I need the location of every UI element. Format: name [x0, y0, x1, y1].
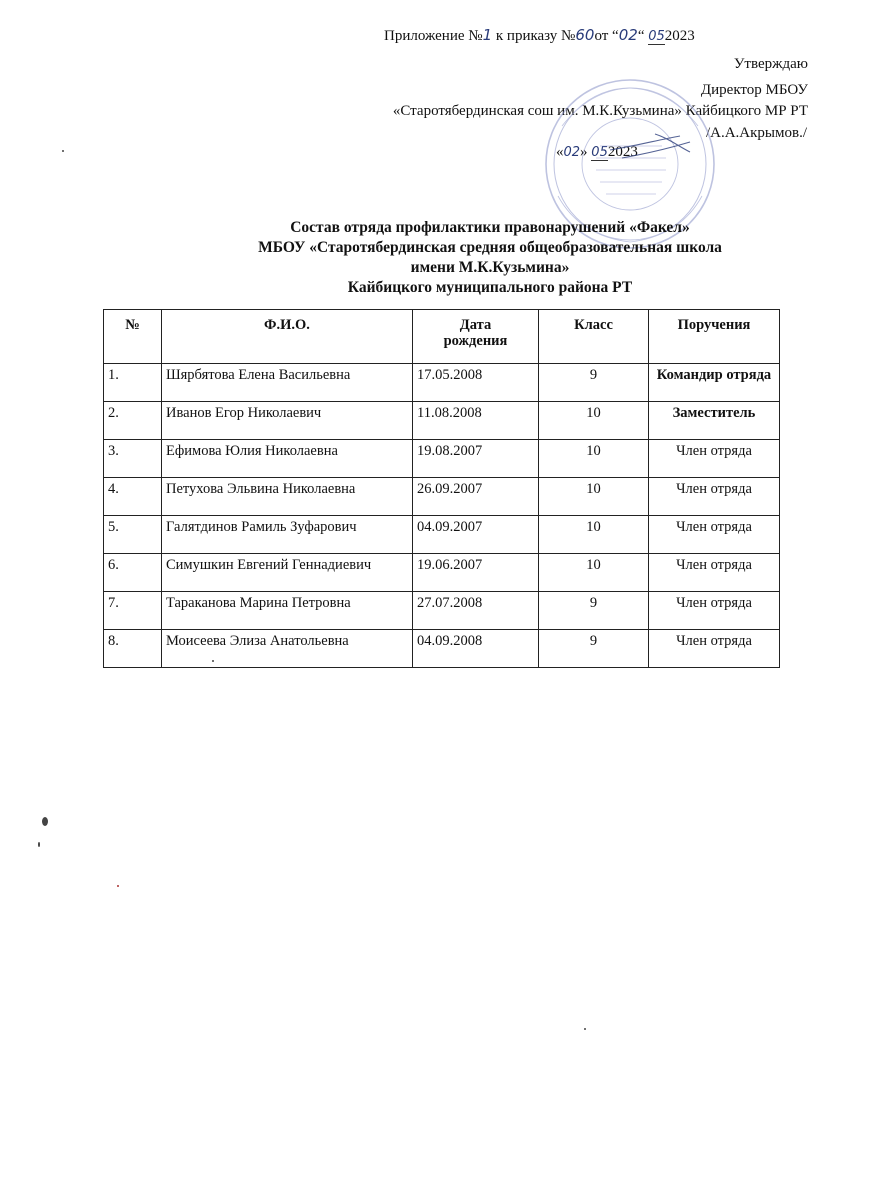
table-body: [104, 364, 780, 668]
table-row: [104, 630, 780, 668]
row-duty: Член отряда: [649, 554, 780, 592]
title-line-4: Кайбицкого муниципального района РТ: [347, 279, 633, 296]
signature-name: /А.А.Акрымов./: [705, 125, 807, 141]
sign-date-open: «: [556, 144, 564, 160]
row-num: 6.: [104, 554, 162, 592]
row-num: 8.: [104, 630, 162, 668]
approve-text: Утверждаю: [733, 56, 808, 72]
scan-speck: [42, 817, 48, 826]
order-from: от “: [594, 28, 619, 44]
table-row: [104, 516, 780, 554]
table-row: [104, 478, 780, 516]
header-dob-line-1: Дата: [459, 317, 492, 333]
order-month-blank: [648, 28, 665, 45]
row-dob: 27.07.2008: [413, 592, 539, 630]
roster-table: [103, 309, 780, 668]
table-header-row: [104, 310, 780, 364]
row-class: 9: [539, 364, 649, 402]
row-num: 7.: [104, 592, 162, 630]
order-month-handwritten: 05: [648, 29, 665, 44]
header-name: Ф.И.О.: [162, 310, 413, 364]
row-dob: 04.09.2008: [413, 630, 539, 668]
sign-date-close: »: [580, 144, 588, 160]
table-row: [104, 592, 780, 630]
row-dob: 19.08.2007: [413, 440, 539, 478]
title-line-1: Состав отряда профилактики правонарушений «Факел»: [290, 219, 690, 236]
appendix-number-handwritten: 1: [482, 26, 493, 44]
row-name: Шярбятова Елена Васильевна: [162, 364, 413, 402]
title-line-3: имени М.К.Кузьмина»: [410, 259, 570, 276]
document-title: [160, 218, 820, 298]
row-dob: 11.08.2008: [413, 402, 539, 440]
row-name: Моисеева Элиза Анатольевна: [162, 630, 413, 668]
title-line-2: МБОУ «Старотябердинская средняя общеобразовательная школа: [258, 239, 722, 256]
table-row: [104, 402, 780, 440]
row-name: Петухова Эльвина Николаевна: [162, 478, 413, 516]
row-duty: Член отряда: [649, 516, 780, 554]
row-name: Ефимова Юлия Николаевна: [162, 440, 413, 478]
header-num: №: [104, 310, 162, 364]
director-text: Директор МБОУ: [700, 82, 808, 98]
scan-speck: [117, 885, 119, 887]
scan-speck: [212, 660, 214, 662]
row-dob: 26.09.2007: [413, 478, 539, 516]
row-num: 4.: [104, 478, 162, 516]
sign-day-handwritten: 02: [563, 145, 581, 160]
school-text: «Старотябердинская сош им. М.К.Кузьмина» Кайбицкого МР РТ: [392, 103, 808, 119]
row-duty: Заместитель: [649, 402, 780, 440]
header-dob-line-2: рождения: [443, 333, 508, 349]
row-duty: Член отряда: [649, 440, 780, 478]
row-num: 1.: [104, 364, 162, 402]
header-dob: [413, 310, 539, 364]
table-row: [104, 554, 780, 592]
row-class: 10: [539, 402, 649, 440]
approve-line: [734, 55, 808, 73]
row-name: Тараканова Марина Петровна: [162, 592, 413, 630]
row-name: Симушкин Евгений Геннадиевич: [162, 554, 413, 592]
scan-speck: [584, 1028, 586, 1030]
row-duty: Командир отряда: [649, 364, 780, 402]
signature-line: [706, 124, 807, 142]
table-row: [104, 364, 780, 402]
row-dob: 17.05.2008: [413, 364, 539, 402]
table-row: [104, 440, 780, 478]
row-class: 9: [539, 630, 649, 668]
row-class: 10: [539, 478, 649, 516]
row-dob: 19.06.2007: [413, 554, 539, 592]
header-duty: Поручения: [649, 310, 780, 364]
sign-month-handwritten: 05: [591, 145, 608, 160]
header-class: Класс: [539, 310, 649, 364]
row-num: 3.: [104, 440, 162, 478]
row-class: 10: [539, 440, 649, 478]
order-year: 2023: [664, 28, 695, 44]
scan-speck: [38, 842, 40, 847]
row-num: 5.: [104, 516, 162, 554]
row-duty: Член отряда: [649, 630, 780, 668]
row-class: 9: [539, 592, 649, 630]
row-name: Иванов Егор Николаевич: [162, 402, 413, 440]
row-duty: Член отряда: [649, 478, 780, 516]
row-dob: 04.09.2007: [413, 516, 539, 554]
row-num: 2.: [104, 402, 162, 440]
appendix-line: [384, 26, 695, 46]
order-quote-close: “: [637, 28, 645, 44]
row-class: 10: [539, 554, 649, 592]
scan-speck: [62, 150, 64, 152]
order-number-handwritten: 60: [575, 26, 595, 44]
row-class: 10: [539, 516, 649, 554]
order-prefix: к приказу №: [495, 28, 576, 44]
appendix-prefix: Приложение №: [384, 28, 483, 44]
row-name: Галятдинов Рамиль Зуфарович: [162, 516, 413, 554]
row-duty: Член отряда: [649, 592, 780, 630]
sign-year: 2023: [607, 144, 638, 160]
order-day-handwritten: 02: [618, 26, 638, 44]
